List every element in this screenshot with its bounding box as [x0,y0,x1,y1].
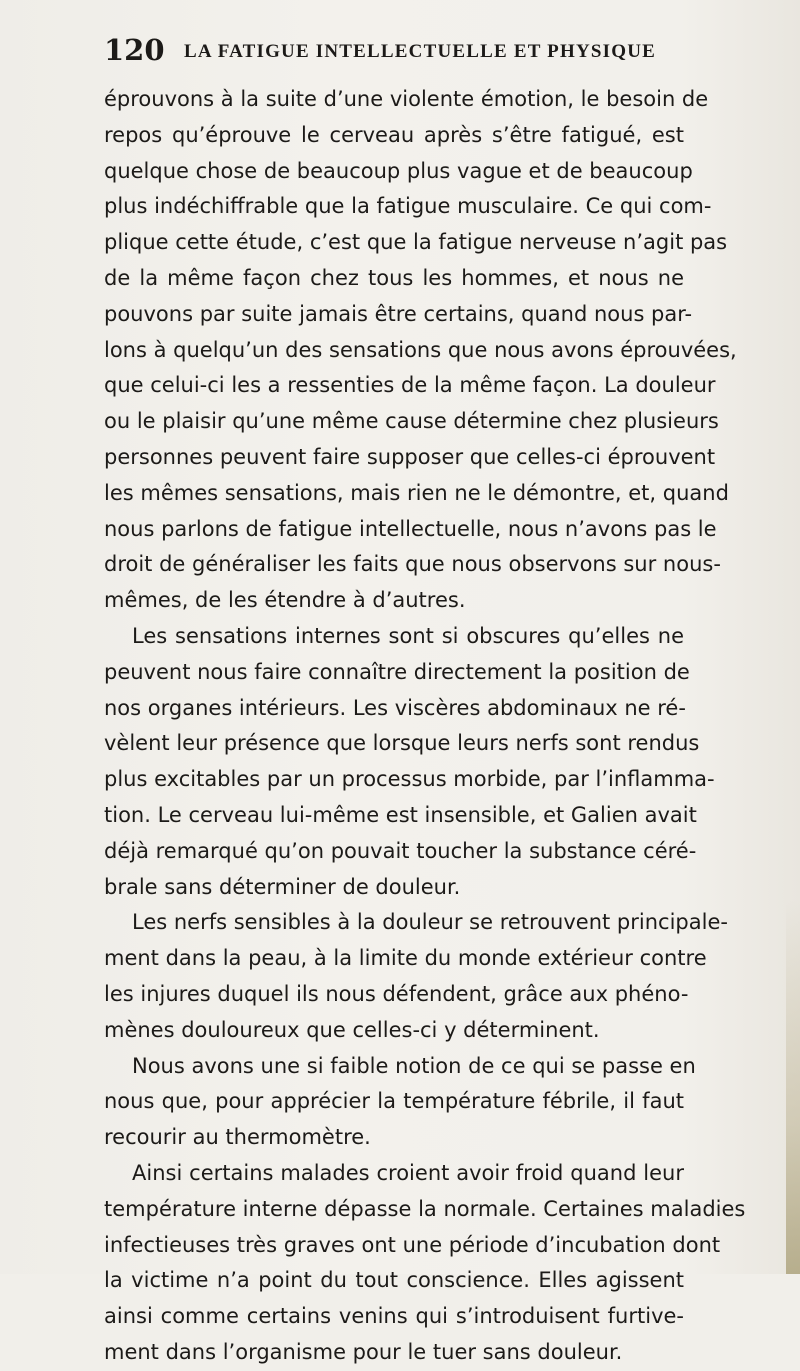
text-line: droit de généraliser les faits que nous observons sur nous- [104,552,721,577]
text-line: de la même façon chez tous les hommes, et nous ne [104,265,684,290]
text-line: nous parlons de fatigue intellectuelle, nous n’avons pas le [104,516,717,541]
text-line: les injures duquel ils nous défendent, grâce aux phéno- [104,981,689,1006]
page-number: 120 [104,33,165,67]
text-line: déjà remarqué qu’on pouvait toucher la substance céré- [104,838,697,863]
text-line: Les sensations internes sont si obscures qu’elles ne [132,623,684,648]
text-line: quelque chose de beaucoup plus vague et de beaucoup [104,158,693,183]
text-line: vèlent leur présence que lorsque leurs nerfs sont rendus [104,731,700,756]
text-line: température interne dépasse la normale. Certaines maladies [104,1196,746,1221]
text-line: plus excitables par un processus morbide, par l’inflamma- [104,767,715,792]
text-line: Les nerfs sensibles à la douleur se retrouvent principale- [132,910,728,935]
text-line: recourir au thermomètre. [104,1125,371,1150]
text-line: la victime n’a point du tout conscience. Elles agissent [104,1268,684,1293]
page-header [104,30,684,70]
text-line: les mêmes sensations, mais rien ne le démontre, et, quand [104,480,729,505]
text-line: mènes douloureux que celles-ci y déterminent. [104,1017,600,1042]
text-line: repos qu’éprouve le cerveau après s’être fatigué, est [104,122,684,147]
running-title: LA FATIGUE INTELLECTUELLE ET PHYSIQUE [184,41,657,62]
text-line: brale sans déterminer de douleur. [104,874,461,899]
text-line: nous que, pour apprécier la température fébrile, il faut [104,1089,684,1114]
text-line: ainsi comme certains venins qui s’introduisent furtive- [104,1304,684,1329]
text-line: tion. Le cerveau lui-même est insensible, et Galien avait [104,802,697,827]
text-line: personnes peuvent faire supposer que celles-ci éprouvent [104,444,716,469]
text-line: infectieuses très graves ont une période d’incubation dont [104,1232,721,1257]
text-line: peuvent nous faire connaître directement la position de [104,659,690,684]
text-line: pouvons par suite jamais être certains, quand nous par- [104,301,693,326]
text-line: Nous avons une si faible notion de ce qui se passe en [132,1053,696,1078]
text-line: ment dans la peau, à la limite du monde extérieur contre [104,946,707,971]
text-line: mêmes, de les étendre à d’autres. [104,588,466,613]
page-edge-stain [786,900,800,1274]
text-line: que celui-ci les a ressenties de la même façon. La douleur [104,373,716,398]
body-text [104,82,746,1371]
text-line: éprouvons à la suite d’une violente émotion, le besoin de [104,87,709,111]
text-line: plique cette étude, c’est que la fatigue nerveuse n’agit pas [104,230,728,255]
text-line: Ainsi certains malades croient avoir froid quand leur [132,1160,684,1185]
text-line: plus indéchiffrable que la fatigue musculaire. Ce qui com- [104,194,712,219]
text-line: lons à quelqu’un des sensations que nous avons éprouvées, [104,337,737,362]
text-line: nos organes intérieurs. Les viscères abdominaux ne ré- [104,695,686,720]
text-line: ou le plaisir qu’une même cause détermine chez plusieurs [104,409,719,434]
text-line: ment dans l’organisme pour le tuer sans douleur. [104,1339,623,1364]
